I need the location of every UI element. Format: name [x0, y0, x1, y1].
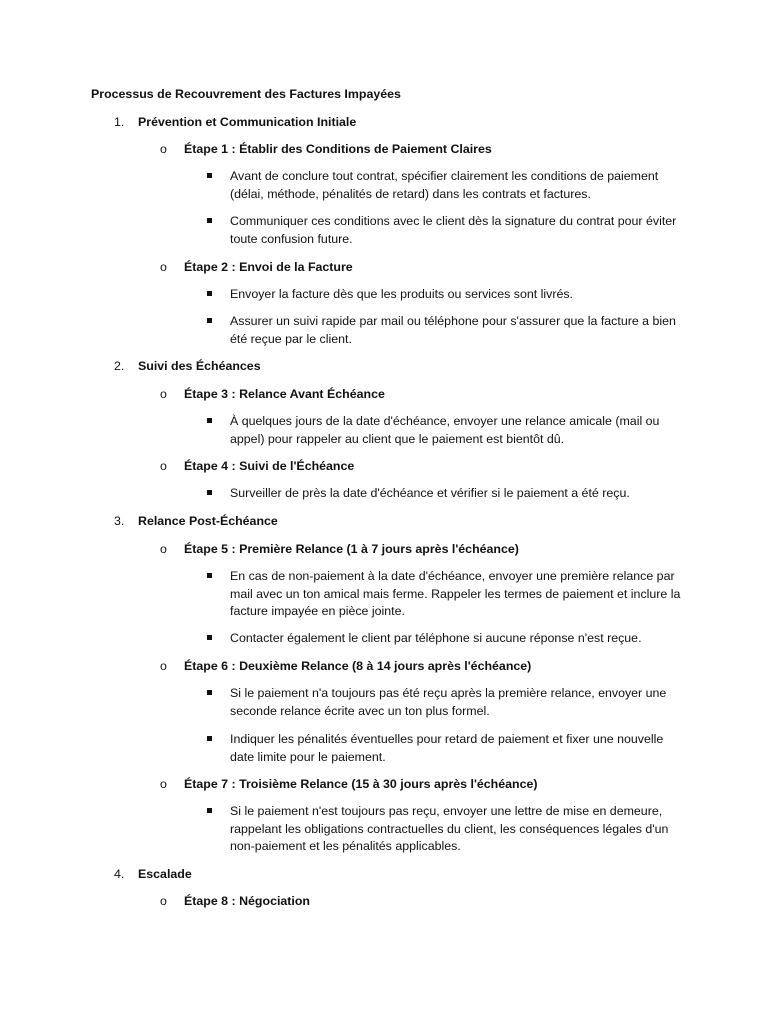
step-heading: Étape 3 : Relance Avant Échéance: [184, 387, 385, 401]
step-heading: Étape 1 : Établir des Conditions de Paiement Claires: [184, 142, 492, 156]
square-bullet-icon: [207, 490, 212, 495]
step-heading: Étape 5 : Première Relance (1 à 7 jours après l'échéance): [184, 542, 519, 556]
step-heading: Étape 7 : Troisième Relance (15 à 30 jours après l'échéance): [184, 777, 538, 791]
list-item-text: Si le paiement n'est toujours pas reçu, envoyer une lettre de mise en demeure, rappelant les obligations contractuelles du client, les conséquences légales d'un non-paiement et les pénalités applicables.: [230, 804, 669, 853]
section-heading: Suivi des Échéances: [138, 359, 261, 373]
step-bullet-circle: o: [160, 142, 167, 156]
section-heading: Prévention et Communication Initiale: [138, 115, 357, 129]
list-item-text: Surveiller de près la date d'échéance et vérifier si le paiement a été reçu.: [230, 486, 630, 500]
list-item-text: En cas de non-paiement à la date d'échéance, envoyer une première relance par mail avec un ton amical mais ferme. Rappeler les termes de paiement et inclure la facture impayée en pièce jointe.: [230, 569, 681, 618]
square-bullet-icon: [207, 635, 212, 640]
square-bullet-icon: [207, 291, 212, 296]
step-bullet-circle: o: [160, 659, 167, 673]
section-number: 4.: [114, 867, 125, 881]
step-heading: Étape 2 : Envoi de la Facture: [184, 260, 353, 274]
step-bullet-circle: o: [160, 777, 167, 791]
step-heading: Étape 6 : Deuxième Relance (8 à 14 jours après l'échéance): [184, 659, 532, 673]
list-item-text: Communiquer ces conditions avec le client dès la signature du contrat pour éviter toute confusion future.: [230, 214, 677, 246]
step-bullet-circle: o: [160, 542, 167, 556]
list-item-text: Envoyer la facture dès que les produits ou services sont livrés.: [230, 287, 573, 301]
list-item-text: Assurer un suivi rapide par mail ou téléphone pour s'assurer que la facture a bien été reçue par le client.: [230, 314, 676, 346]
section-number: 3.: [114, 514, 125, 528]
list-item-text: Contacter également le client par téléphone si aucune réponse n'est reçue.: [230, 631, 642, 645]
square-bullet-icon: [207, 573, 212, 578]
section-heading: Escalade: [138, 867, 192, 881]
square-bullet-icon: [207, 736, 212, 741]
list-item-text: Si le paiement n'a toujours pas été reçu après la première relance, envoyer une seconde relance écrite avec un ton plus formel.: [230, 686, 667, 718]
step-heading: Étape 8 : Négociation: [184, 894, 310, 908]
section-number: 1.: [114, 115, 125, 129]
list-item-text: À quelques jours de la date d'échéance, envoyer une relance amicale (mail ou appel) pour rappeler au client que le paiement est bientôt dû.: [230, 414, 660, 446]
step-bullet-circle: o: [160, 459, 167, 473]
step-bullet-circle: o: [160, 260, 167, 274]
step-bullet-circle: o: [160, 894, 167, 908]
list-item-text: Indiquer les pénalités éventuelles pour retard de paiement et fixer une nouvelle date limite pour le paiement.: [230, 732, 664, 764]
step-heading: Étape 4 : Suivi de l'Échéance: [184, 459, 355, 473]
square-bullet-icon: [207, 418, 212, 423]
square-bullet-icon: [207, 318, 212, 323]
step-bullet-circle: o: [160, 387, 167, 401]
document-title: Processus de Recouvrement des Factures Impayées: [91, 87, 401, 101]
list-item-text: Avant de conclure tout contrat, spécifier clairement les conditions de paiement (délai, méthode, pénalités de retard) dans les contrats et factures.: [230, 169, 659, 201]
square-bullet-icon: [207, 218, 212, 223]
section-number: 2.: [114, 359, 125, 373]
square-bullet-icon: [207, 808, 212, 813]
square-bullet-icon: [207, 173, 212, 178]
square-bullet-icon: [207, 690, 212, 695]
section-heading: Relance Post-Échéance: [138, 514, 278, 528]
